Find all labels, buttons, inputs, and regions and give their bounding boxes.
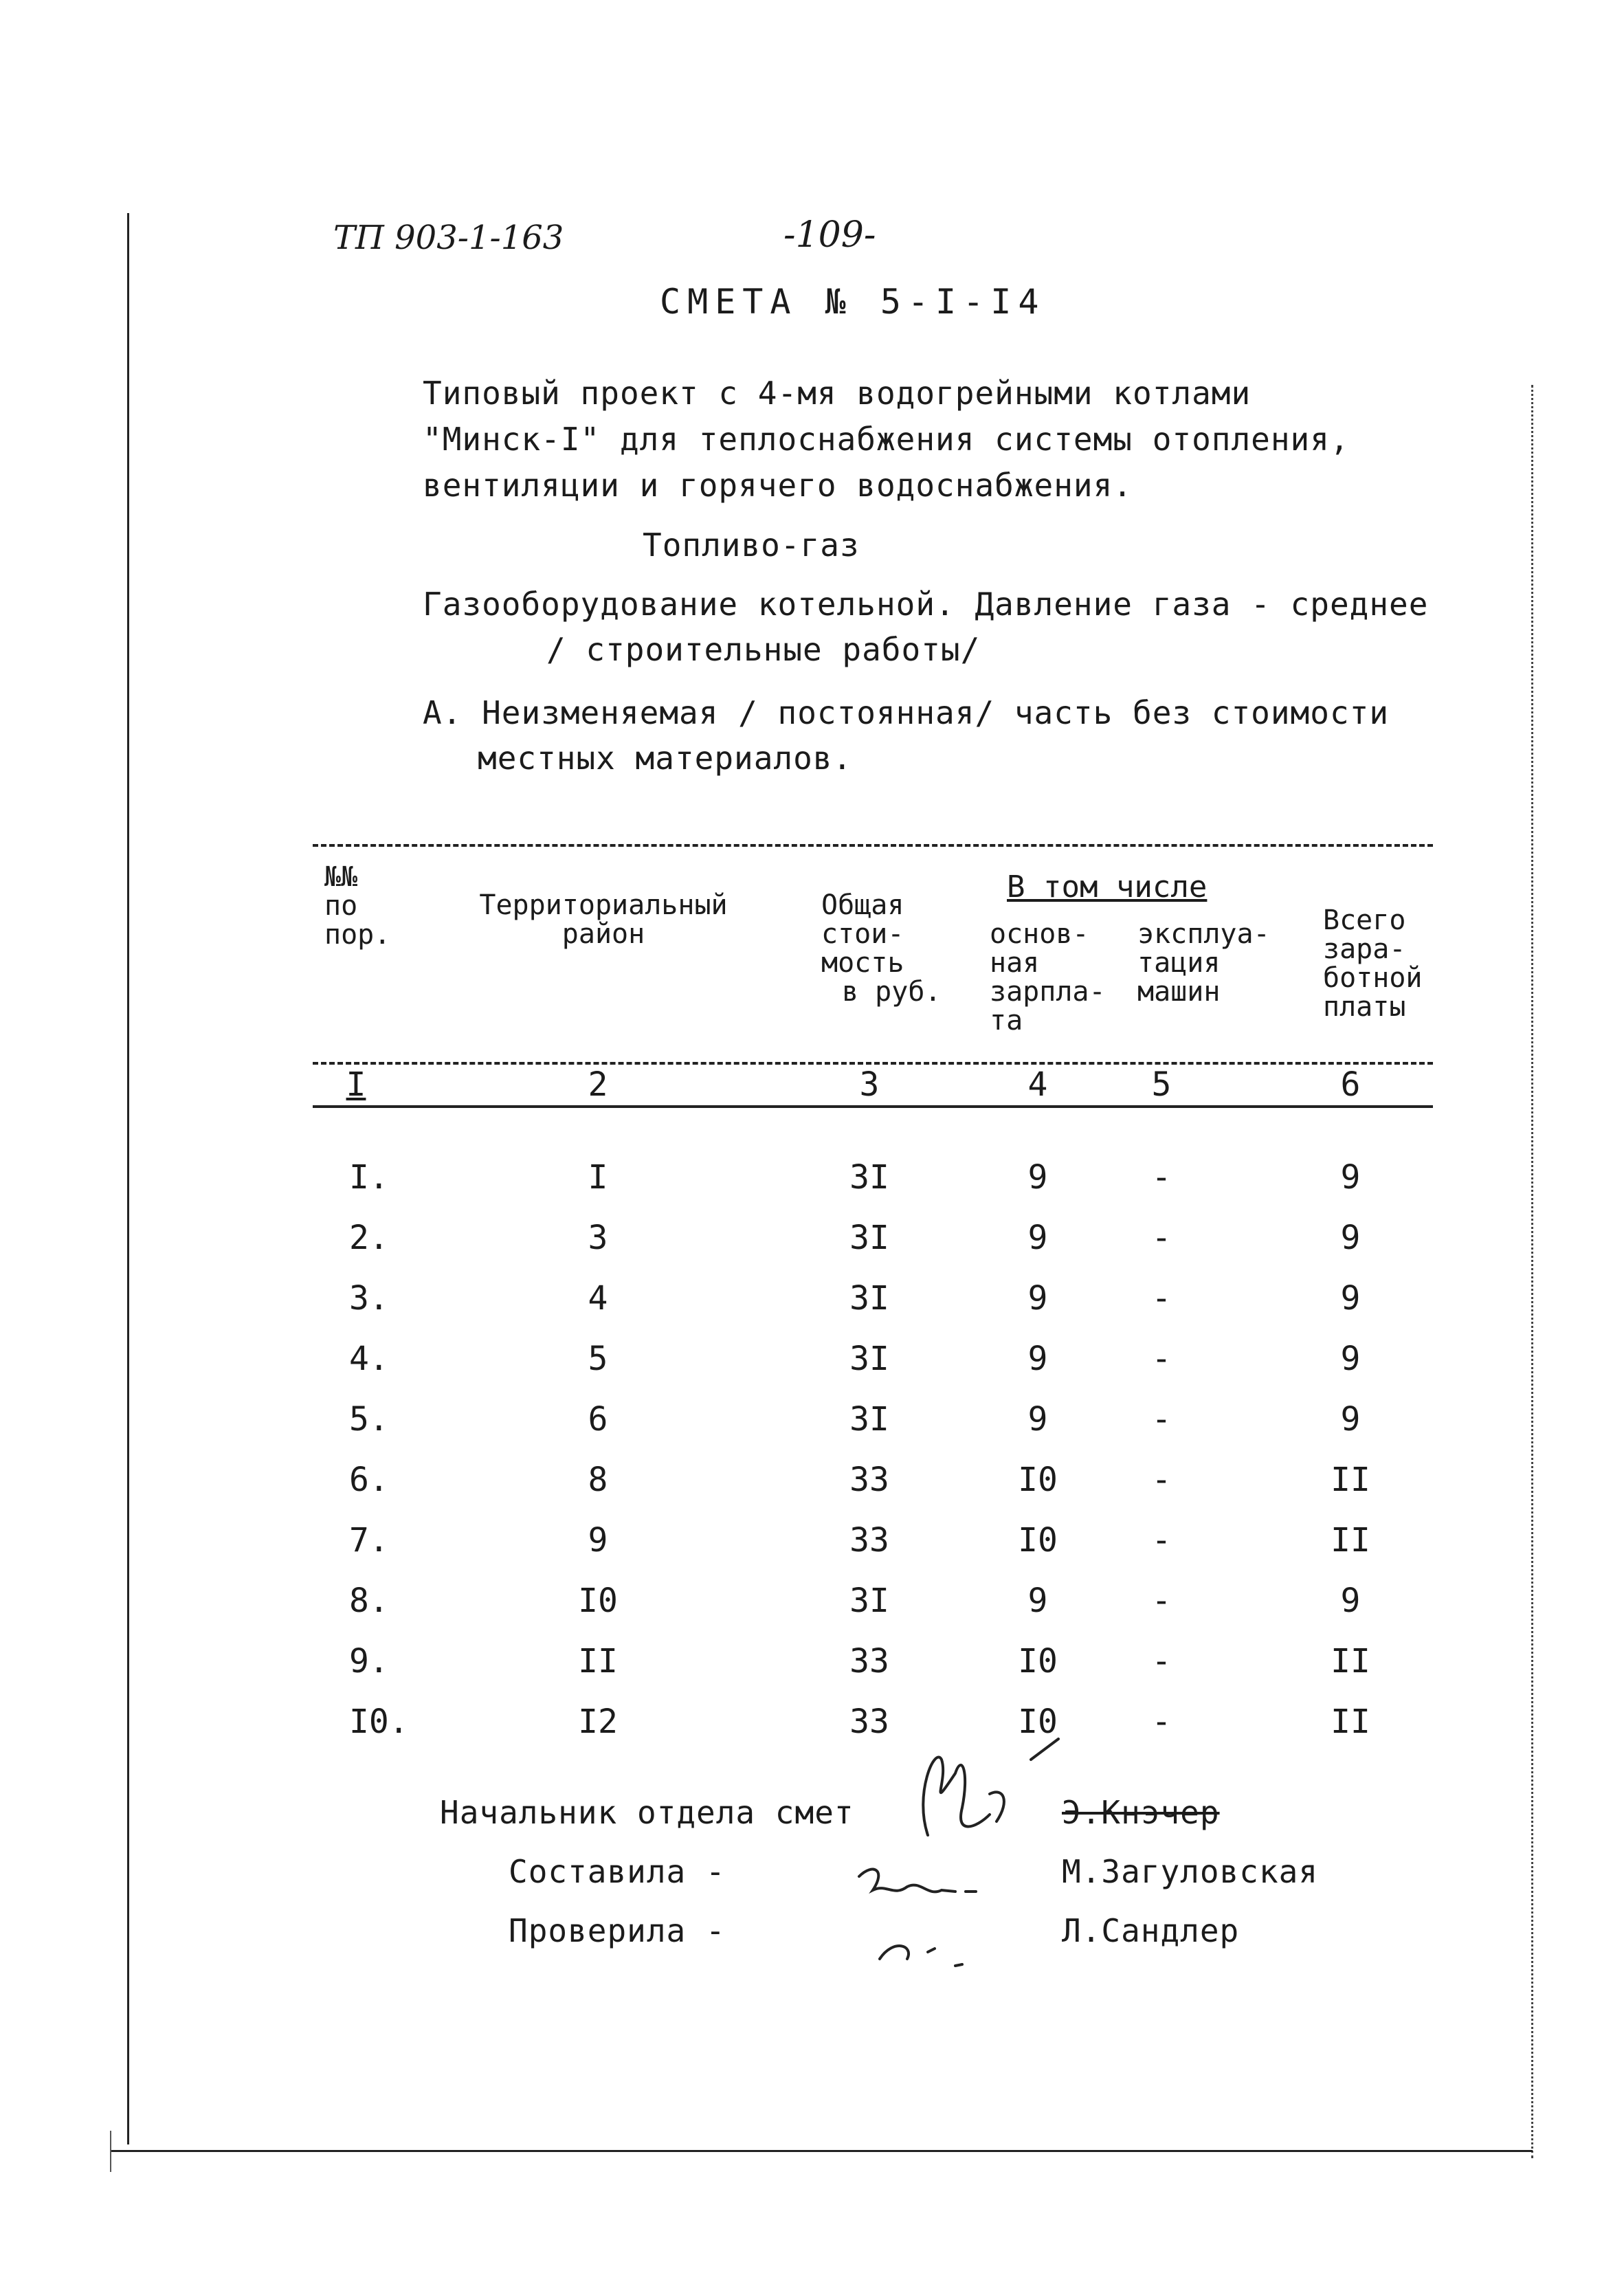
col-number-2: 2 — [588, 1065, 608, 1104]
table-cell-total-wage: 9 — [1340, 1400, 1361, 1439]
signature-role-2: Составила - — [509, 1853, 726, 1890]
table-cell-total-wage: ІІ — [1331, 1521, 1370, 1560]
table-cell-machine-operation: - — [1151, 1642, 1172, 1681]
header-col-total-wage: Всего зара- ботной платы — [1323, 905, 1423, 1023]
table-cell-base-wage: 9 — [1027, 1582, 1048, 1620]
header-col-no: №№ по пор. — [324, 861, 391, 951]
table-cell-base-wage: І0 — [1018, 1703, 1058, 1741]
table-cell-total-cost: 3І — [849, 1158, 889, 1197]
page-number: -109- — [783, 214, 876, 256]
doc-code: ТП 903-1-163 — [333, 219, 564, 257]
header-col-wage: основ- ная зарпла- та — [990, 918, 1106, 1036]
table-cell-row-number: 8. — [349, 1582, 389, 1620]
table-cell-machine-operation: - — [1151, 1279, 1172, 1318]
signature-name-1: Э.Кнэчер — [1062, 1794, 1220, 1831]
table-cell-row-number: 5. — [349, 1400, 389, 1439]
col-number-6: 6 — [1340, 1065, 1361, 1104]
table-cell-row-number: 2. — [349, 1219, 389, 1257]
table-cell-total-cost: 3І — [849, 1400, 889, 1439]
right-margin-line — [1531, 385, 1533, 2158]
table-cell-machine-operation: - — [1151, 1703, 1172, 1741]
table-cell-total-cost: 33 — [849, 1703, 889, 1741]
table-cell-base-wage: 9 — [1027, 1400, 1048, 1439]
table-cell-district: 5 — [588, 1340, 608, 1378]
col-number-rule — [313, 1105, 1433, 1108]
table-cell-total-wage: ІІ — [1331, 1642, 1370, 1681]
table-cell-base-wage: І0 — [1018, 1521, 1058, 1560]
table-cell-base-wage: І0 — [1018, 1461, 1058, 1499]
table-cell-machine-operation: - — [1151, 1400, 1172, 1439]
signature-role-1: Начальник отдела смет — [440, 1794, 854, 1831]
table-cell-row-number: І. — [349, 1158, 389, 1197]
table-cell-total-wage: 9 — [1340, 1340, 1361, 1378]
table-cell-district: 4 — [588, 1279, 608, 1318]
table-cell-row-number: 6. — [349, 1461, 389, 1499]
table-top-rule — [313, 844, 1433, 847]
table-cell-row-number: 4. — [349, 1340, 389, 1378]
table-cell-base-wage: 9 — [1027, 1158, 1048, 1197]
description-line-1: Типовый проект с 4-мя водогрейными котлами — [423, 375, 1252, 412]
col-number-3: 3 — [859, 1065, 880, 1104]
table-cell-total-cost: 3І — [849, 1279, 889, 1318]
table-cell-district: ІІ — [578, 1642, 618, 1681]
table-cell-total-cost: 33 — [849, 1642, 889, 1681]
table-cell-total-cost: 33 — [849, 1521, 889, 1560]
col-number-5: 5 — [1151, 1065, 1172, 1104]
col-number-1: І — [346, 1065, 366, 1104]
section-line-2: / строительные работы/ — [546, 631, 981, 668]
table-cell-base-wage: 9 — [1027, 1219, 1048, 1257]
signature-role-3: Проверила - — [509, 1912, 726, 1949]
table-cell-total-cost: 3І — [849, 1582, 889, 1620]
col-number-4: 4 — [1027, 1065, 1048, 1104]
table-cell-total-cost: 33 — [849, 1461, 889, 1499]
table-cell-total-cost: 3І — [849, 1340, 889, 1378]
table-cell-total-wage: 9 — [1340, 1219, 1361, 1257]
table-cell-district: 6 — [588, 1400, 608, 1439]
fuel-type: Топливо-газ — [643, 526, 860, 564]
table-cell-machine-operation: - — [1151, 1219, 1172, 1257]
table-cell-base-wage: 9 — [1027, 1279, 1048, 1318]
part-line-1: А. Неизменяемая / постоянная/ часть без стоимости — [423, 694, 1390, 731]
signature-name-3: Л.Сандлер — [1062, 1912, 1240, 1949]
table-cell-district: І2 — [578, 1703, 618, 1741]
table-cell-total-wage: 9 — [1340, 1279, 1361, 1318]
handwritten-signature-3 — [859, 1911, 1010, 1980]
table-cell-machine-operation: - — [1151, 1340, 1172, 1378]
table-cell-machine-operation: - — [1151, 1521, 1172, 1560]
description-line-3: вентиляции и горячего водоснабжения. — [423, 467, 1133, 504]
table-cell-machine-operation: - — [1151, 1461, 1172, 1499]
table-cell-row-number: 3. — [349, 1279, 389, 1318]
left-margin-line — [127, 213, 129, 2144]
header-col-district: Территориальный район — [479, 889, 728, 950]
part-line-2: местных материалов. — [478, 740, 853, 777]
table-cell-district: 3 — [588, 1219, 608, 1257]
table-cell-machine-operation: - — [1151, 1158, 1172, 1197]
table-cell-row-number: 9. — [349, 1642, 389, 1681]
table-cell-row-number: І0. — [349, 1703, 409, 1741]
table-cell-machine-operation: - — [1151, 1582, 1172, 1620]
table-cell-district: 9 — [588, 1521, 608, 1560]
table-cell-row-number: 7. — [349, 1521, 389, 1560]
table-cell-total-wage: 9 — [1340, 1582, 1361, 1620]
table-cell-district: І0 — [578, 1582, 618, 1620]
header-bottom-rule — [313, 1062, 1433, 1065]
table-cell-total-wage: ІІ — [1331, 1703, 1370, 1741]
table-cell-total-wage: 9 — [1340, 1158, 1361, 1197]
table-cell-district: І — [588, 1158, 608, 1197]
header-col-total: Общая стои- мость в руб. — [821, 889, 942, 1008]
table-cell-total-cost: 3І — [849, 1219, 889, 1257]
bottom-margin-line — [110, 2150, 1533, 2152]
table-cell-total-wage: ІІ — [1331, 1461, 1370, 1499]
table-cell-base-wage: 9 — [1027, 1340, 1048, 1378]
table-cell-base-wage: І0 — [1018, 1642, 1058, 1681]
header-col-machines: эксплуа- тация машин — [1137, 918, 1270, 1008]
table-cell-district: 8 — [588, 1461, 608, 1499]
signature-name-2: М.Загуловская — [1062, 1853, 1319, 1890]
document-title: СМЕТА № 5-І-І4 — [660, 282, 1046, 322]
section-line-1: Газооборудование котельной. Давление газа - среднее — [423, 586, 1429, 623]
left-edge-mark — [110, 2131, 111, 2172]
description-line-2: "Минск-І" для теплоснабжения системы отопления, — [423, 421, 1350, 458]
header-group-including: В том числе — [1007, 869, 1208, 905]
